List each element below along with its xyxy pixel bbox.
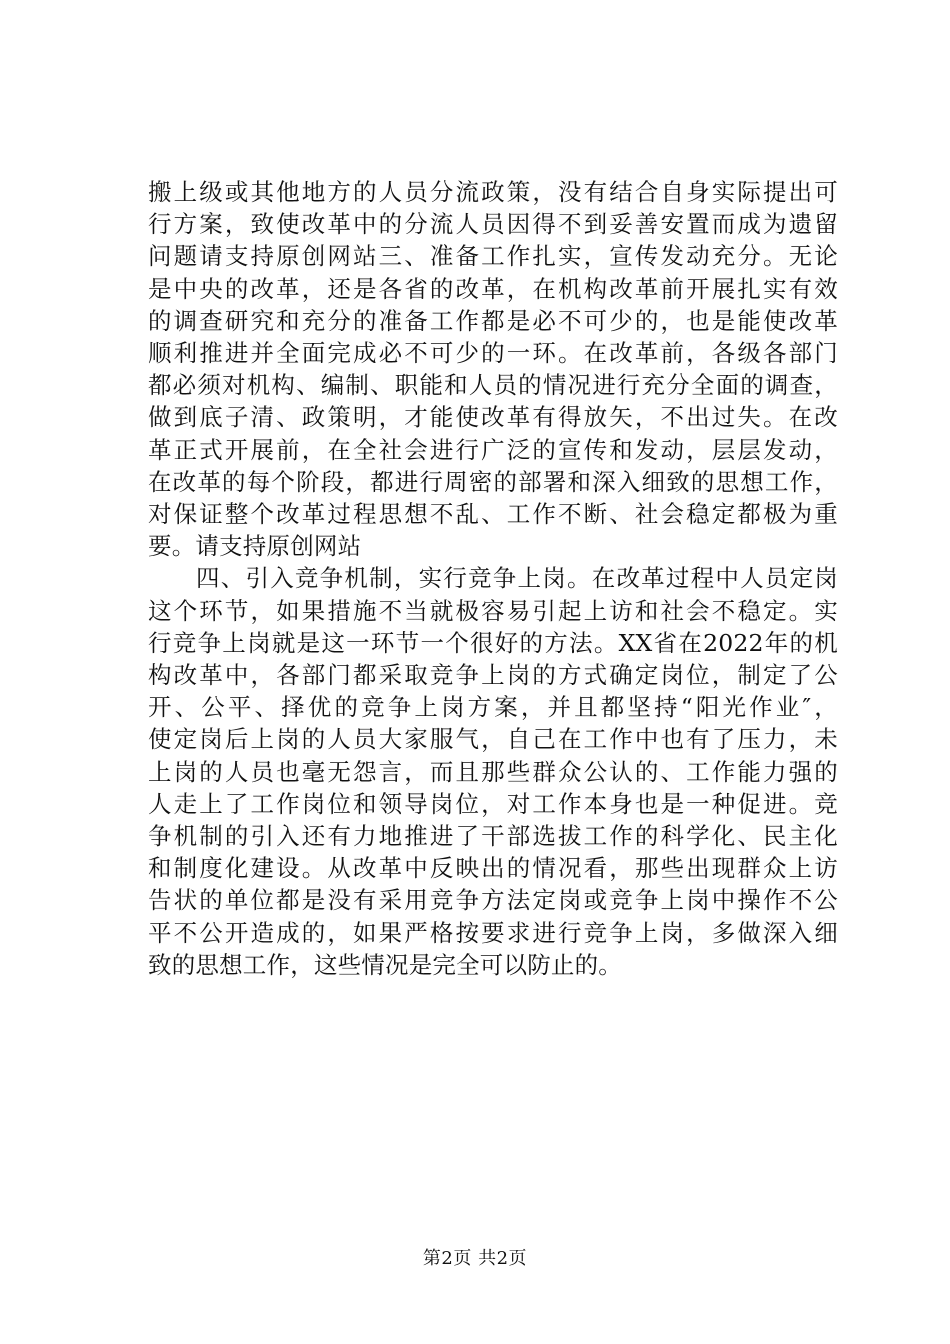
paragraph-2 [148, 562, 838, 981]
text-line: 使定岗后上岗的人员大家服气，自己在工作中也有了压力，未 [148, 725, 838, 754]
text-line: 致的思想工作，这些情况是完全可以防止的。 [148, 950, 622, 979]
text-line: 上岗的人员也毫无怨言，而且那些群众公认的、工作能力强的 [148, 757, 838, 786]
text-line: 平不公开造成的，如果严格按要求进行竞争上岗，多做深入细 [148, 918, 838, 947]
text-line: 搬上级或其他地方的人员分流政策，没有结合自身实际提出可 [148, 178, 838, 206]
text-line: 是中央的改革，还是各省的改革，在机构改革前开展扎实有效 [148, 274, 838, 303]
text-line: 革正式开展前，在全社会进行广泛的宣传和发动，层层发动， [148, 435, 838, 464]
text-line: 问题请支持原创网站三、准备工作扎实，宣传发动充分。无论 [148, 242, 838, 271]
text-line: 在改革的每个阶段，都进行周密的部署和深入细致的思想工作， [148, 467, 838, 496]
text-line: 要。请支持原创网站 [148, 532, 362, 561]
page-number-footer: 第2页 共2页 [422, 1248, 528, 1269]
text-line: 的调查研究和充分的准备工作都是必不可少的，也是能使改革 [148, 306, 838, 335]
text-line: 四、引入竞争机制，实行竞争上岗。在改革过程中人员定岗 [196, 564, 838, 593]
text-line: 对保证整个改革过程思想不乱、工作不断、社会稳定都极为重 [148, 500, 838, 529]
text-line: 争机制的引入还有力地推进了干部选拔工作的科学化、民主化 [148, 822, 838, 851]
text-line: 做到底子清、政策明，才能使改革有得放矢，不出过失。在改 [148, 403, 838, 432]
text-line: 人走上了工作岗位和领导岗位，对工作本身也是一种促进。竞 [148, 789, 838, 818]
text-line: 构改革中，各部门都采取竞争上岗的方式确定岗位，制定了公 [148, 661, 838, 690]
document-body [148, 176, 838, 981]
paragraph-1 [148, 176, 838, 562]
text-line: 和制度化建设。从改革中反映出的情况看，那些出现群众上访 [148, 854, 838, 883]
text-line: 行竞争上岗就是这一环节一个很好的方法。XX省在2022年的机 [148, 628, 838, 657]
text-line: 告状的单位都是没有采用竞争方法定岗或竞争上岗中操作不公 [148, 886, 838, 915]
text-line: 都必须对机构、编制、职能和人员的情况进行充分全面的调查， [148, 371, 838, 400]
text-line: 开、公平、择优的竞争上岗方案，并且都坚持“阳光作业″， [148, 693, 838, 722]
text-line: 顺利推进并全面完成必不可少的一环。在改革前，各级各部门 [148, 339, 838, 368]
text-line: 行方案，致使改革中的分流人员因得不到妥善安置而成为遗留 [148, 210, 838, 239]
text-line: 这个环节，如果措施不当就极容易引起上访和社会不稳定。实 [148, 596, 838, 625]
